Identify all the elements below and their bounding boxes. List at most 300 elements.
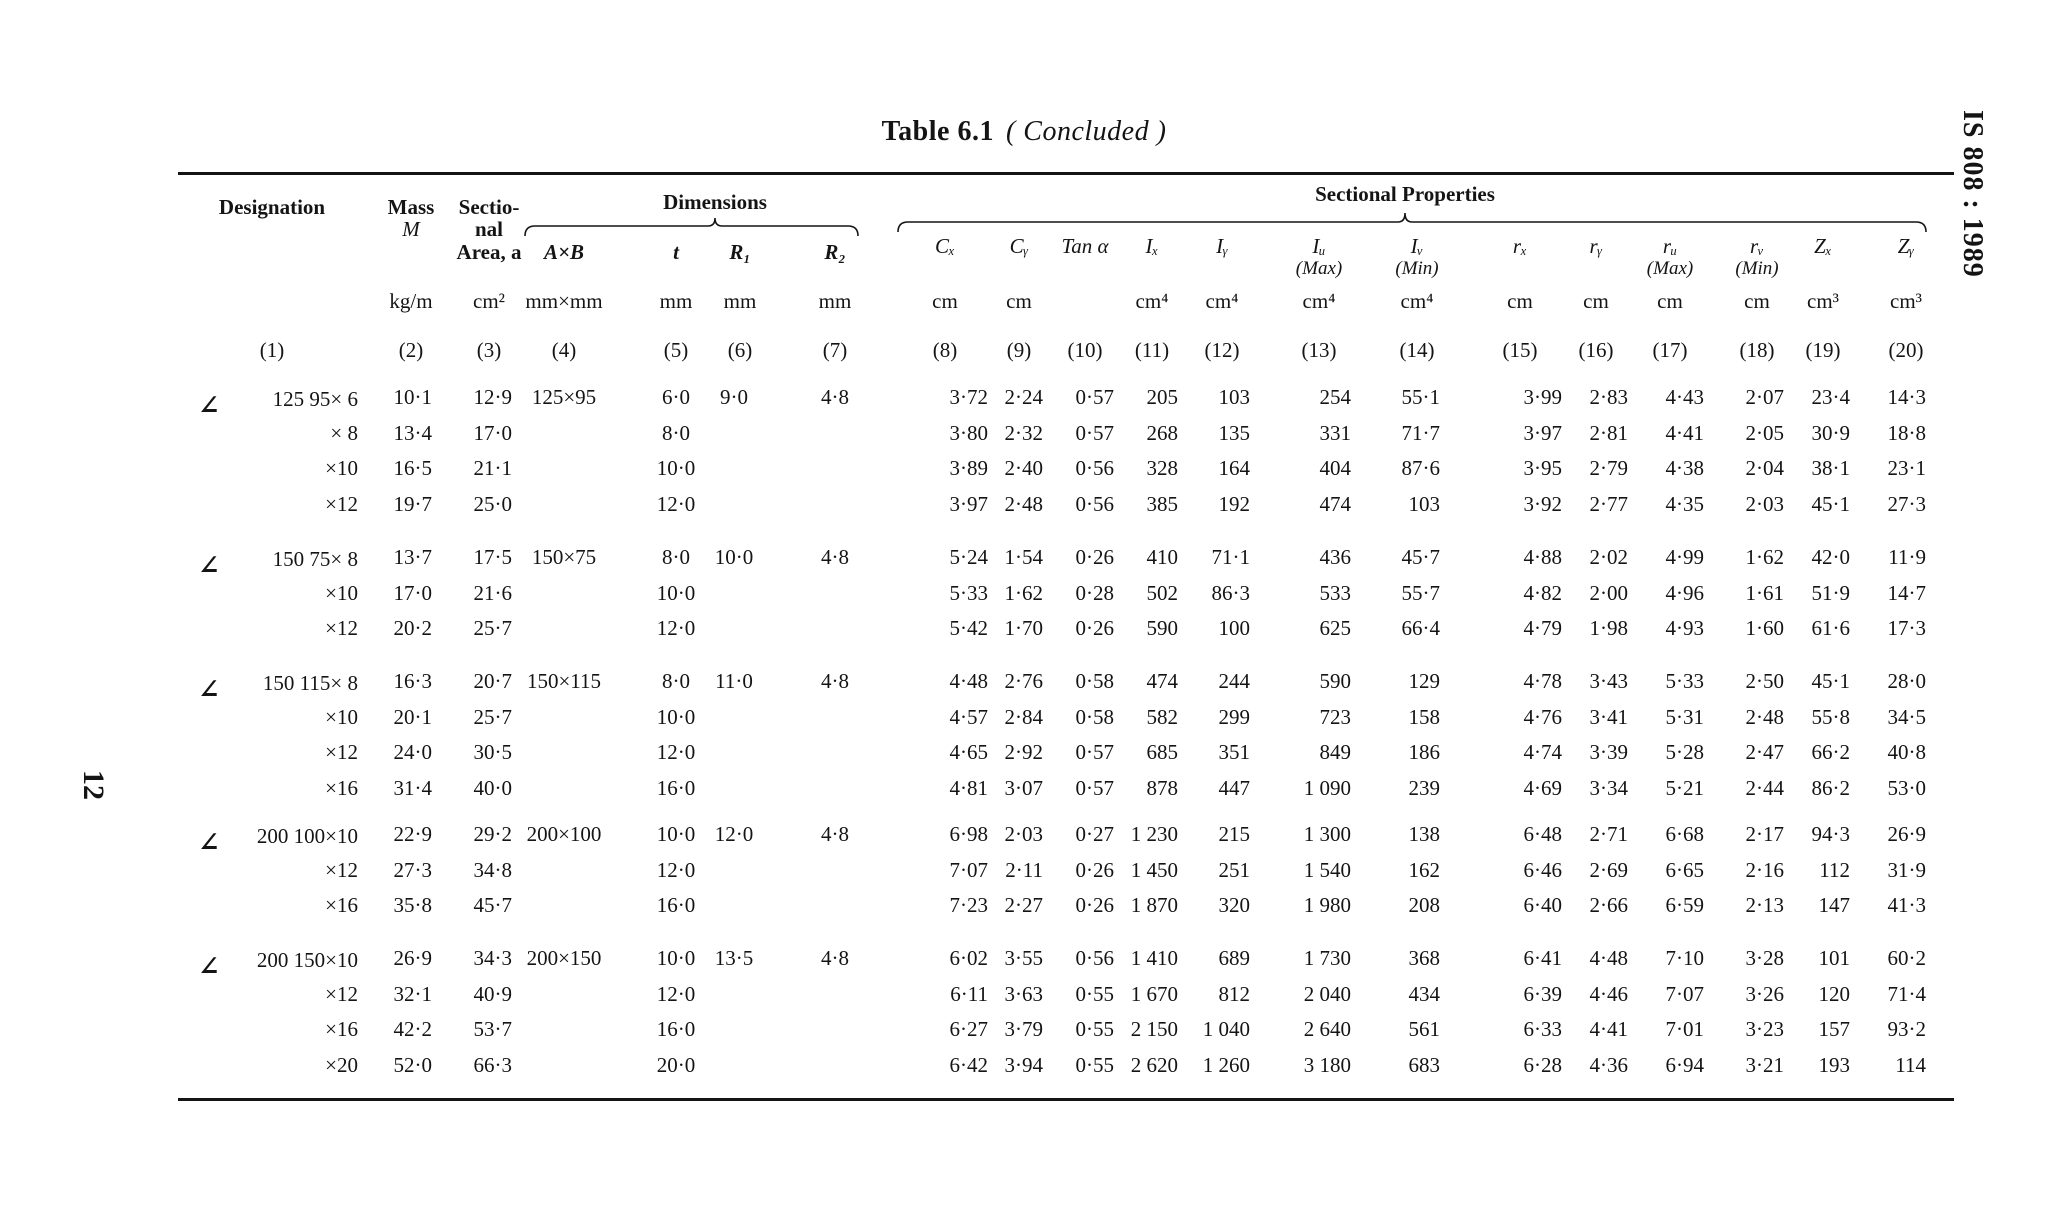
table-cell: 147 <box>1818 893 1850 917</box>
col-header-unit-4: mm×mm <box>525 289 603 313</box>
table-cell: 71·1 <box>1211 545 1250 569</box>
col-header-label-19: Zₓ <box>1814 234 1832 258</box>
col-header-unit-12: cm⁴ <box>1205 289 1239 313</box>
table-cell: 45·1 <box>1811 492 1850 516</box>
table-cell: 0·55 <box>1075 1053 1114 1077</box>
table-cell: 14·3 <box>1887 385 1926 409</box>
table-cell: 410 <box>1146 545 1178 569</box>
table-cell: 120 <box>1818 982 1850 1006</box>
table-cell: 138 <box>1408 822 1440 846</box>
angle-symbol-icon: ∠ <box>198 551 220 580</box>
table-cell: 3·80 <box>949 421 988 445</box>
table-cell: 13·4 <box>393 421 432 445</box>
table-cell: 10·0 <box>656 705 696 729</box>
designation-size-3: 150 115× 8 <box>262 671 358 695</box>
table-cell: 23·1 <box>1887 456 1926 480</box>
table-cell: 41·3 <box>1887 893 1926 917</box>
table-cell: 268 <box>1146 421 1178 445</box>
table-cell: 1 260 <box>1202 1053 1250 1077</box>
table-cell: 12·9 <box>473 385 512 409</box>
table-cell: 368 <box>1408 946 1440 970</box>
table-cell: 7·23 <box>949 893 988 917</box>
table-cell: 1 980 <box>1303 893 1351 917</box>
designation-size-4: 200 100×10 <box>256 824 358 848</box>
table-cell: 3 180 <box>1303 1053 1351 1077</box>
table-cell: 208 <box>1408 893 1440 917</box>
dim-axb-5: 200×150 <box>526 946 602 970</box>
table-cell: 0·58 <box>1075 669 1114 693</box>
table-cell: 3·99 <box>1523 385 1562 409</box>
page-number: 12 <box>77 770 110 800</box>
table-cell: 5·33 <box>1665 669 1704 693</box>
col-header-unit-14: cm⁴ <box>1400 289 1434 313</box>
table-cell: 19·7 <box>393 492 432 516</box>
table-cell: 331 <box>1319 421 1351 445</box>
table-cell: 193 <box>1818 1053 1850 1077</box>
designation-thickness: ×12 <box>325 492 358 516</box>
table-cell: 244 <box>1218 669 1250 693</box>
table-title-sub: ( Concluded ) <box>1005 116 1167 147</box>
table-cell: 12·0 <box>656 740 696 764</box>
table-cell: 6·11 <box>950 982 988 1006</box>
table-cell: 55·1 <box>1401 385 1440 409</box>
table-cell: 2 640 <box>1303 1017 1351 1041</box>
col-header-unit-19: cm³ <box>1807 289 1839 313</box>
table-cell: 103 <box>1408 492 1440 516</box>
dim-r1-2: 10·0 <box>714 545 754 569</box>
table-cell: 35·8 <box>393 893 432 917</box>
table-cell: 1 090 <box>1303 776 1351 800</box>
table-cell: 2·76 <box>1004 669 1043 693</box>
col-header-num-7: (7) <box>822 338 848 362</box>
table-cell: 4·93 <box>1665 616 1704 640</box>
table-cell: 60·2 <box>1887 946 1926 970</box>
table-cell: 6·33 <box>1523 1017 1562 1041</box>
table-cell: 320 <box>1218 893 1250 917</box>
table-cell: 16·0 <box>656 1017 696 1041</box>
table-cell: 2·17 <box>1745 822 1784 846</box>
table-cell: 27·3 <box>1887 492 1926 516</box>
angle-symbol-icon: ∠ <box>198 828 220 857</box>
table-cell: 4·96 <box>1665 581 1704 605</box>
designation-thickness: ×12 <box>325 982 358 1006</box>
table-cell: 4·38 <box>1665 456 1704 480</box>
table-cell: 590 <box>1146 616 1178 640</box>
table-cell: 2·92 <box>1004 740 1043 764</box>
table-cell: 1 870 <box>1130 893 1178 917</box>
table-cell: 66·2 <box>1811 740 1850 764</box>
col-header-label-14: Iᵥ <box>1410 234 1424 258</box>
col-header-sub-14: (Min) <box>1395 258 1439 279</box>
table-cell: 2·03 <box>1004 822 1043 846</box>
table-cell: 93·2 <box>1887 1017 1926 1041</box>
table-cell: 6·65 <box>1665 858 1704 882</box>
table-cell: 40·0 <box>473 776 512 800</box>
table-cell: 4·35 <box>1665 492 1704 516</box>
table-cell: 3·43 <box>1589 669 1628 693</box>
table-cell: 100 <box>1218 616 1250 640</box>
col-header-label-5: t <box>673 240 679 264</box>
table-cell: 26·9 <box>393 946 432 970</box>
table-cell: 1 230 <box>1130 822 1178 846</box>
table-cell: 3·79 <box>1004 1017 1043 1041</box>
table-cell: 1·70 <box>1004 616 1043 640</box>
col-header-num-13: (13) <box>1301 338 1337 362</box>
table-cell: 6·0 <box>662 385 690 409</box>
table-cell: 590 <box>1319 669 1351 693</box>
table-cell: 10·0 <box>656 946 696 970</box>
designation-size-5: 200 150×10 <box>256 948 358 972</box>
table-cell: 2·07 <box>1745 385 1784 409</box>
table-cell: 66·3 <box>473 1053 512 1077</box>
table-cell: 0·55 <box>1075 982 1114 1006</box>
table-cell: 21·6 <box>473 581 512 605</box>
table-cell: 3·97 <box>1523 421 1562 445</box>
table-cell: 5·33 <box>949 581 988 605</box>
col-header-num-14: (14) <box>1399 338 1435 362</box>
table-cell: 20·2 <box>393 616 432 640</box>
designation-thickness: ×12 <box>325 858 358 882</box>
table-cell: 3·97 <box>949 492 988 516</box>
table-cell: 16·0 <box>656 776 696 800</box>
table-cell: 32·1 <box>393 982 432 1006</box>
table-cell: 52·0 <box>393 1053 432 1077</box>
table-cell: 2·84 <box>1004 705 1043 729</box>
table-cell: 0·57 <box>1075 421 1114 445</box>
table-cell: 17·5 <box>473 545 512 569</box>
col-header-num-6: (6) <box>727 338 753 362</box>
table-cell: 1·54 <box>1004 545 1043 569</box>
table-cell: 2·47 <box>1745 740 1784 764</box>
angle-symbol-icon: ∠ <box>198 391 220 420</box>
table-cell: 16·3 <box>393 669 432 693</box>
table-cell: 878 <box>1146 776 1178 800</box>
col-header-num-12: (12) <box>1204 338 1240 362</box>
table-cell: 86·2 <box>1811 776 1850 800</box>
table-cell: 45·7 <box>1401 545 1440 569</box>
table-cell: 8·0 <box>662 669 690 693</box>
table-cell: 4·48 <box>949 669 988 693</box>
table-cell: 849 <box>1319 740 1351 764</box>
table-cell: 17·3 <box>1887 616 1926 640</box>
table-cell: 8·0 <box>662 421 690 445</box>
table-cell: 34·5 <box>1887 705 1926 729</box>
angle-symbol-icon: ∠ <box>198 675 220 704</box>
col-header-sub-17: (Max) <box>1646 258 1694 279</box>
table-cell: 192 <box>1218 492 1250 516</box>
col-header-label-15: rₓ <box>1512 234 1528 258</box>
table-cell: 1·61 <box>1745 581 1784 605</box>
col-header-unit-7: mm <box>818 289 852 313</box>
col-header-num-15: (15) <box>1502 338 1538 362</box>
table-cell: 112 <box>1819 858 1850 882</box>
table-cell: 1 730 <box>1303 946 1351 970</box>
col-header-label-7: R₂ <box>824 240 846 264</box>
table-cell: 5·24 <box>949 545 988 569</box>
table-cell: 2·81 <box>1589 421 1628 445</box>
col-header-unit-15: cm <box>1507 289 1533 313</box>
dim-r2-1: 4·8 <box>821 385 849 409</box>
col-header-sub-2: M <box>402 217 420 241</box>
table-cell: 723 <box>1319 705 1351 729</box>
table-cell: 21·1 <box>473 456 512 480</box>
col-header-label-1: Designation <box>218 195 326 219</box>
table-cell: 0·27 <box>1075 822 1114 846</box>
table-cell: 34·8 <box>473 858 512 882</box>
table-cell: 6·42 <box>949 1053 988 1077</box>
table-cell: 6·39 <box>1523 982 1562 1006</box>
table-cell: 2·79 <box>1589 456 1628 480</box>
table-cell: 1·62 <box>1004 581 1043 605</box>
table-cell: 3·95 <box>1523 456 1562 480</box>
col-header-sub-13: (Max) <box>1295 258 1343 279</box>
table-cell: 0·58 <box>1075 705 1114 729</box>
table-cell: 4·46 <box>1589 982 1628 1006</box>
table-cell: 0·57 <box>1075 385 1114 409</box>
table-cell: 53·0 <box>1887 776 1926 800</box>
dim-axb-4: 200×100 <box>526 822 602 846</box>
table-cell: 7·07 <box>1665 982 1704 1006</box>
col-header-num-3: (3) <box>476 338 502 362</box>
table-cell: 0·26 <box>1075 616 1114 640</box>
table-cell: 0·56 <box>1075 456 1114 480</box>
table-cell: 5·31 <box>1665 705 1704 729</box>
table-cell: 13·7 <box>393 545 432 569</box>
table-cell: 1 300 <box>1303 822 1351 846</box>
table-cell: 2·00 <box>1589 581 1628 605</box>
table-cell: 158 <box>1408 705 1440 729</box>
col-header-unit-13: cm⁴ <box>1302 289 1336 313</box>
table-cell: 4·74 <box>1523 740 1562 764</box>
designation-thickness: ×16 <box>325 893 358 917</box>
table-cell: 4·76 <box>1523 705 1562 729</box>
table-cell: 533 <box>1319 581 1351 605</box>
table-title-main: Table 6.1 <box>881 116 994 147</box>
col-header-label-9: Cᵧ <box>1009 234 1029 258</box>
table-cell: 2 620 <box>1130 1053 1178 1077</box>
dim-r1-3: 11·0 <box>715 669 753 693</box>
designation-thickness: × 8 <box>330 421 358 445</box>
col-header-unit-2: kg/m <box>389 289 433 313</box>
table-cell: 16·0 <box>656 893 696 917</box>
dim-axb-3: 150×115 <box>526 669 602 693</box>
table-cell: 2·11 <box>1005 858 1043 882</box>
table-cell: 51·9 <box>1811 581 1850 605</box>
dim-r1-4: 12·0 <box>714 822 754 846</box>
table-cell: 10·0 <box>656 456 696 480</box>
col-header-unit-3: cm² <box>473 289 505 313</box>
dim-r1-1: 9·0 <box>720 385 748 409</box>
table-cell: 12·0 <box>656 492 696 516</box>
table-cell: 42·0 <box>1811 545 1850 569</box>
table-cell: 502 <box>1146 581 1178 605</box>
table-cell: 4·41 <box>1665 421 1704 445</box>
table-cell: 0·26 <box>1075 893 1114 917</box>
designation-thickness: ×10 <box>325 705 358 729</box>
table-cell: 10·1 <box>393 385 432 409</box>
col-header-label-17: rᵤ <box>1662 234 1678 258</box>
table-cell: 299 <box>1218 705 1250 729</box>
table-cell: 205 <box>1146 385 1178 409</box>
table-cell: 28·0 <box>1887 669 1926 693</box>
table-cell: 2·05 <box>1745 421 1784 445</box>
table-cell: 2·13 <box>1745 893 1784 917</box>
table-cell: 2·50 <box>1745 669 1784 693</box>
table-cell: 0·26 <box>1075 545 1114 569</box>
table-cell: 10·0 <box>656 822 696 846</box>
table-cell: 4·79 <box>1523 616 1562 640</box>
designation-thickness: ×12 <box>325 616 358 640</box>
table-cell: 4·65 <box>949 740 988 764</box>
col-header-unit-16: cm <box>1583 289 1609 313</box>
table-cell: 31·4 <box>393 776 432 800</box>
table-cell: 6·59 <box>1665 893 1704 917</box>
table-cell: 2·04 <box>1745 456 1784 480</box>
table-cell: 18·8 <box>1887 421 1926 445</box>
col-header-num-5: (5) <box>663 338 689 362</box>
standard-code: IS 808 : 1989 <box>1957 110 1988 278</box>
dim-r2-3: 4·8 <box>821 669 849 693</box>
table-cell: 3·55 <box>1004 946 1043 970</box>
table-cell: 3·34 <box>1589 776 1628 800</box>
table-cell: 6·94 <box>1665 1053 1704 1077</box>
table-cell: 30·9 <box>1811 421 1850 445</box>
table-cell: 42·2 <box>393 1017 432 1041</box>
table-cell: 22·9 <box>393 822 432 846</box>
table-cell: 1 450 <box>1130 858 1178 882</box>
table-cell: 6·02 <box>949 946 988 970</box>
table-cell: 4·41 <box>1589 1017 1628 1041</box>
table-cell: 2·48 <box>1004 492 1043 516</box>
col-header-unit-6: mm <box>723 289 757 313</box>
col-header-label-8: Cₓ <box>935 234 955 258</box>
col-header-num-20: (20) <box>1888 338 1924 362</box>
col-header-unit-8: cm <box>932 289 958 313</box>
col-header-label-6: R₁ <box>729 240 751 264</box>
table-cell: 3·23 <box>1745 1017 1784 1041</box>
table-cell: 114 <box>1895 1053 1926 1077</box>
col-header-sub-18: (Min) <box>1735 258 1779 279</box>
table-cell: 254 <box>1319 385 1351 409</box>
table-cell: 6·28 <box>1523 1053 1562 1077</box>
designation-thickness: ×10 <box>325 581 358 605</box>
table-cell: 685 <box>1146 740 1178 764</box>
table-cell: 30·5 <box>473 740 512 764</box>
col-header-num-19: (19) <box>1805 338 1841 362</box>
table-cell: 4·82 <box>1523 581 1562 605</box>
table-cell: 1·60 <box>1745 616 1784 640</box>
table-cell: 20·0 <box>656 1053 696 1077</box>
table-cell: 6·27 <box>949 1017 988 1041</box>
table-cell: 474 <box>1146 669 1178 693</box>
table-cell: 5·42 <box>949 616 988 640</box>
table-cell: 157 <box>1818 1017 1850 1041</box>
col-header-num-1: (1) <box>259 338 285 362</box>
col-header-label-4: A×B <box>544 240 584 264</box>
designation-thickness: ×10 <box>325 456 358 480</box>
table-cell: 215 <box>1218 822 1250 846</box>
table-cell: 1 410 <box>1130 946 1178 970</box>
table-cell: 0·28 <box>1075 581 1114 605</box>
table-cell: 0·56 <box>1075 492 1114 516</box>
sectional-properties-brace <box>898 213 1926 232</box>
table-cell: 20·1 <box>393 705 432 729</box>
col-header-unit-5: mm <box>659 289 693 313</box>
angle-symbol-icon: ∠ <box>198 952 220 981</box>
dimensions-heading: Dimensions <box>663 190 767 214</box>
col-header-num-8: (8) <box>932 338 958 362</box>
table-cell: 61·6 <box>1811 616 1850 640</box>
table-cell: 434 <box>1408 982 1440 1006</box>
table-cell: 8·0 <box>662 545 690 569</box>
table-cell: 66·4 <box>1401 616 1440 640</box>
table-cell: 0·57 <box>1075 740 1114 764</box>
table-cell: 6·46 <box>1523 858 1562 882</box>
dim-axb-1: 125×95 <box>531 385 597 409</box>
table-cell: 2·66 <box>1589 893 1628 917</box>
table-cell: 71·4 <box>1887 982 1926 1006</box>
table-cell: 1 040 <box>1202 1017 1250 1041</box>
table-cell: 3·63 <box>1004 982 1043 1006</box>
table-cell: 14·7 <box>1887 581 1926 605</box>
table-cell: 4·43 <box>1665 385 1704 409</box>
table-cell: 0·26 <box>1075 858 1114 882</box>
table-cell: 2·03 <box>1745 492 1784 516</box>
table-cell: 7·01 <box>1665 1017 1704 1041</box>
table-cell: 3·41 <box>1589 705 1628 729</box>
col-header-unit-17: cm <box>1657 289 1683 313</box>
table-cell: 4·88 <box>1523 545 1562 569</box>
table-cell: 2·48 <box>1745 705 1784 729</box>
dim-r2-4: 4·8 <box>821 822 849 846</box>
col-header-label-13: Iᵤ <box>1312 234 1326 258</box>
table-cell: 23·4 <box>1811 385 1850 409</box>
table-cell: 812 <box>1218 982 1250 1006</box>
table-cell: 4·78 <box>1523 669 1562 693</box>
dim-r2-2: 4·8 <box>821 545 849 569</box>
table-cell: 6·48 <box>1523 822 1562 846</box>
table-cell: 251 <box>1218 858 1250 882</box>
table-cell: 6·98 <box>949 822 988 846</box>
col-header-label-12: Iᵧ <box>1216 234 1228 258</box>
table-cell: 40·8 <box>1887 740 1926 764</box>
table-cell: 3·26 <box>1745 982 1784 1006</box>
table-cell: 11·9 <box>1888 545 1926 569</box>
table-cell: 31·9 <box>1887 858 1926 882</box>
table-cell: 12·0 <box>656 858 696 882</box>
table-cell: 162 <box>1408 858 1440 882</box>
col-header-label-16: rᵧ <box>1589 234 1603 258</box>
col-header-sub2-3: Area, a <box>456 240 522 264</box>
designation-thickness: ×12 <box>325 740 358 764</box>
table-cell: 94·3 <box>1811 822 1850 846</box>
table-cell: 4·36 <box>1589 1053 1628 1077</box>
table-cell: 2·40 <box>1004 456 1043 480</box>
table-cell: 12·0 <box>656 982 696 1006</box>
table-cell: 34·3 <box>473 946 512 970</box>
table-cell: 447 <box>1218 776 1250 800</box>
col-header-num-4: (4) <box>551 338 577 362</box>
table-cell: 625 <box>1319 616 1351 640</box>
table-cell: 4·57 <box>949 705 988 729</box>
table-cell: 0·55 <box>1075 1017 1114 1041</box>
table-cell: 27·3 <box>393 858 432 882</box>
table-cell: 4·81 <box>949 776 988 800</box>
table-cell: 683 <box>1408 1053 1440 1077</box>
table-cell: 135 <box>1218 421 1250 445</box>
table-cell: 55·7 <box>1401 581 1440 605</box>
table-cell: 186 <box>1408 740 1440 764</box>
